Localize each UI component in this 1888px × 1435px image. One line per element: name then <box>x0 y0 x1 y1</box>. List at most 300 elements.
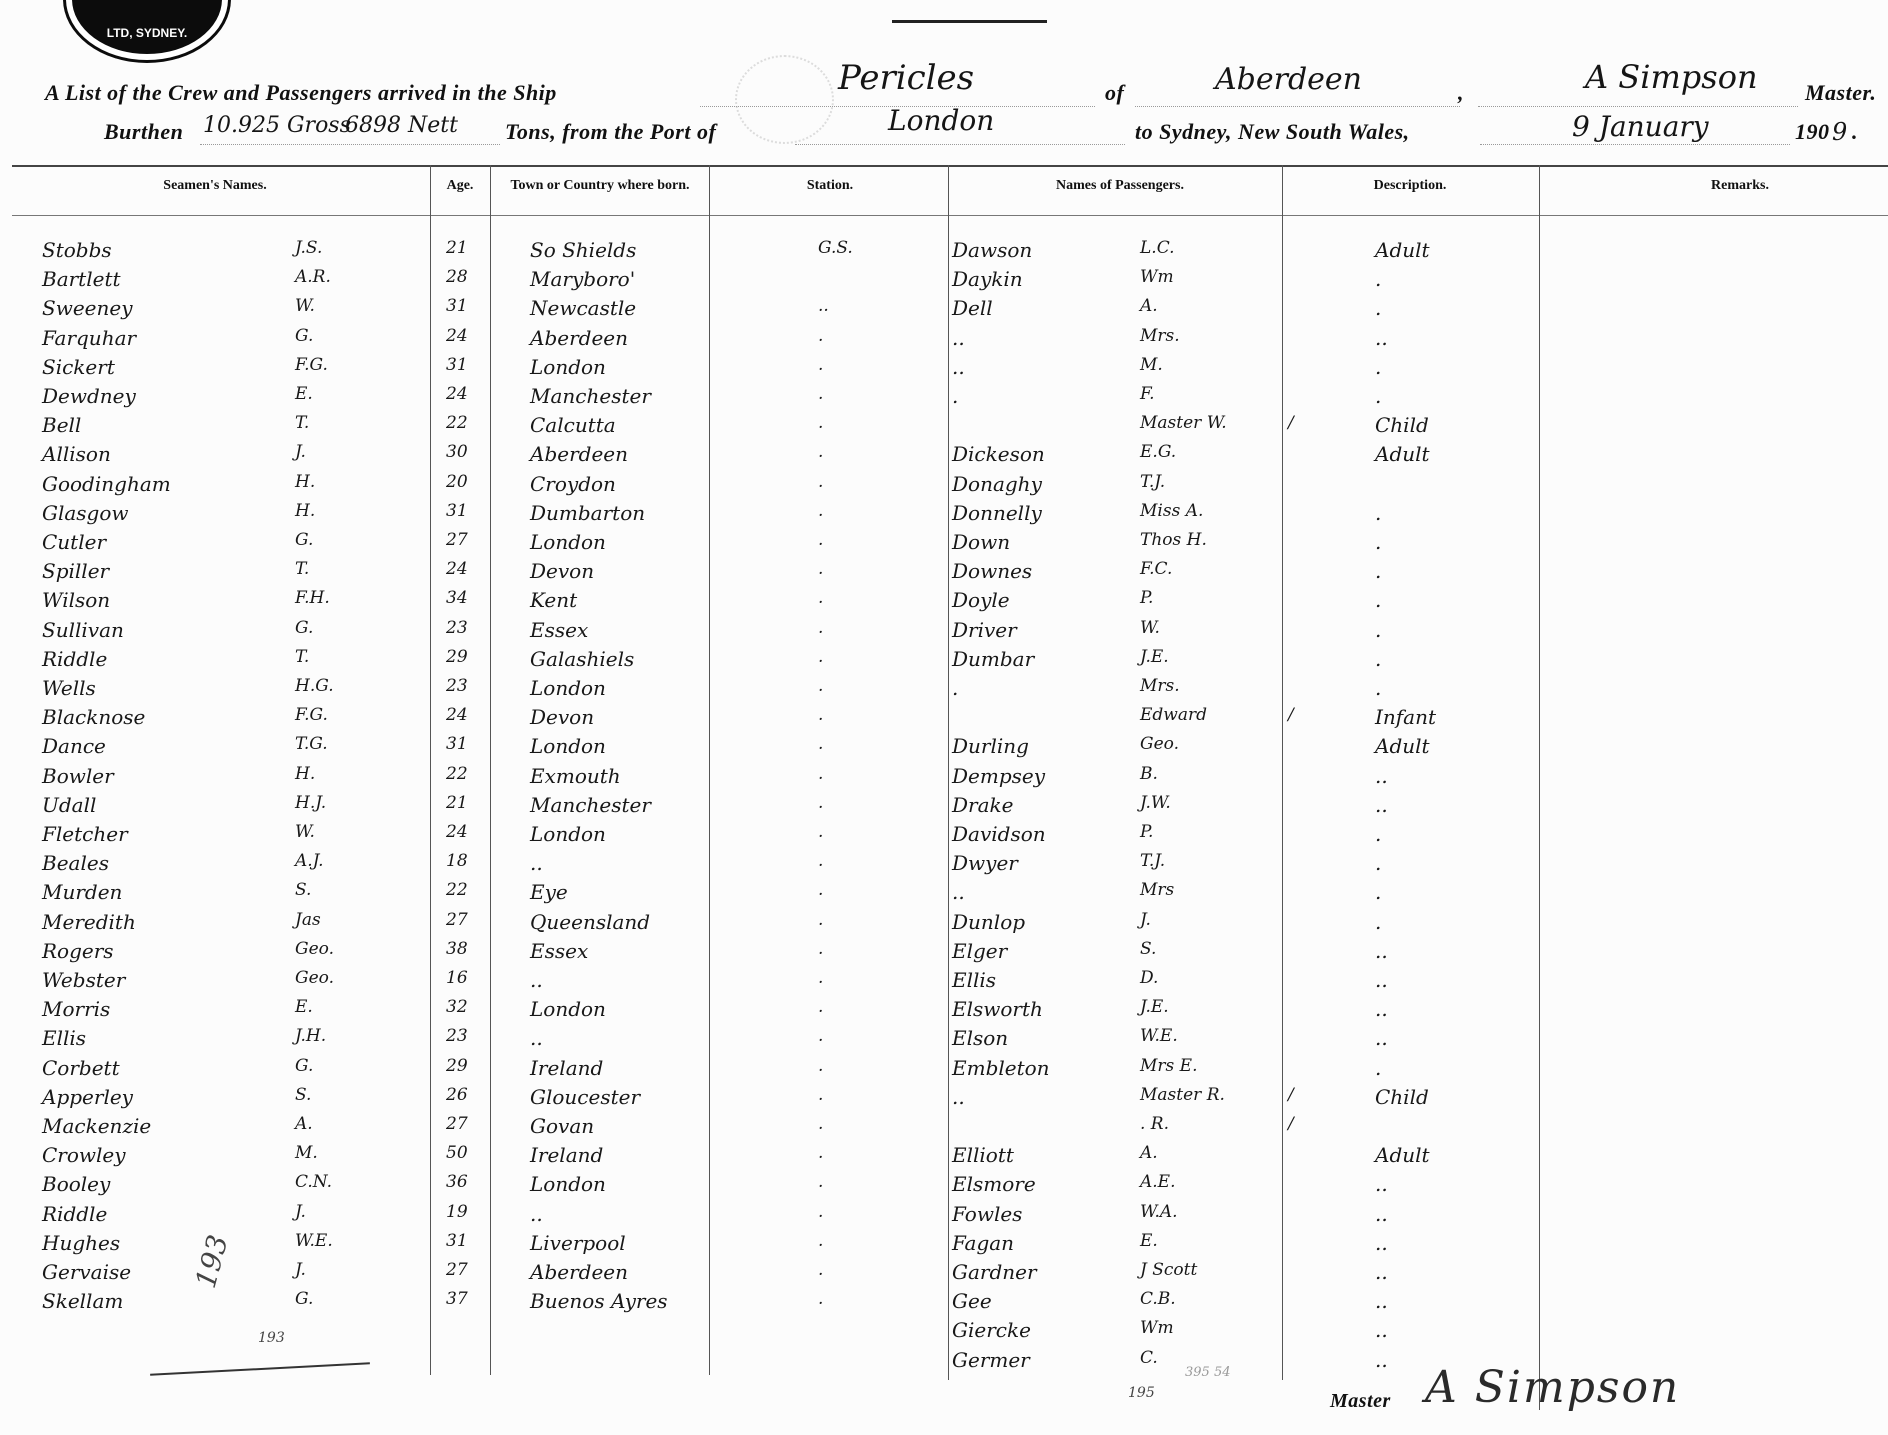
passenger-description: Adult <box>1375 442 1430 467</box>
crew-initials: F.G. <box>295 705 328 726</box>
passenger-surname: Elliott <box>952 1143 1014 1168</box>
crew-initials: T. <box>295 646 310 667</box>
col-divider-5 <box>1282 165 1283 1380</box>
crew-surname: Gervaise <box>42 1260 132 1284</box>
passenger-initials: F.C. <box>1140 559 1173 580</box>
crew-initials: F.H. <box>295 588 330 609</box>
crew-surname: Glasgow <box>42 500 129 525</box>
office-stamp <box>66 0 228 60</box>
crew-age: 27 <box>446 1260 468 1280</box>
crew-station: . <box>818 617 824 638</box>
crew-initials: G. <box>295 530 314 550</box>
passenger-initials: M. <box>1140 354 1163 375</box>
passenger-surname: Drake <box>952 792 1014 817</box>
passenger-surname: .. <box>952 354 965 379</box>
footer-master-label: Master <box>1330 1390 1391 1412</box>
year-written: 9 <box>1832 118 1848 146</box>
crew-station: . <box>818 734 824 755</box>
passenger-surname: Dunlop <box>952 909 1026 934</box>
crew-birthplace: Aberdeen <box>530 442 628 467</box>
crew-age: 23 <box>446 617 468 638</box>
crew-surname: Wilson <box>42 588 111 613</box>
crew-age: 27 <box>446 530 468 550</box>
crew-surname: Sullivan <box>42 617 124 642</box>
passenger-surname: Downes <box>952 559 1033 584</box>
crew-station: . <box>818 588 824 609</box>
crew-station: . <box>818 1289 824 1310</box>
crew-age: 24 <box>446 822 468 842</box>
crew-initials: C.N. <box>295 1172 332 1193</box>
crew-age: 16 <box>446 968 468 988</box>
passenger-description: .. <box>1375 1318 1388 1343</box>
crew-age: 21 <box>446 238 468 258</box>
passenger-initials: W.A. <box>1140 1201 1178 1222</box>
passenger-initials: L.C. <box>1140 238 1175 258</box>
crew-station: . <box>818 559 824 580</box>
passenger-tick-mark: / <box>1288 1114 1294 1134</box>
burthen-nett: 6898 Nett <box>345 113 458 138</box>
crew-initials: H. <box>295 763 316 784</box>
passenger-description: .. <box>1375 763 1388 788</box>
crew-initials: M. <box>295 1143 318 1164</box>
passenger-tick-mark: / <box>1288 1084 1294 1105</box>
crew-station: . <box>818 1172 824 1193</box>
crew-birthplace: Croydon <box>530 471 616 496</box>
crew-age: 20 <box>446 471 468 492</box>
passenger-initials: . R. <box>1140 1114 1170 1134</box>
passenger-surname: Doyle <box>952 588 1010 613</box>
crew-initials: Geo. <box>295 938 334 959</box>
crew-station: . <box>818 471 824 492</box>
passenger-surname: Dwyer <box>952 851 1018 876</box>
crew-birthplace: Essex <box>530 617 589 642</box>
crew-birthplace: London <box>530 822 606 846</box>
header-comma: , <box>1458 80 1464 105</box>
col-divider-6 <box>1539 165 1540 1410</box>
passenger-description: .. <box>1375 792 1388 817</box>
crew-birthplace: .. <box>530 851 543 876</box>
crew-initials: E. <box>295 997 313 1018</box>
passenger-initials: Wm <box>1140 267 1174 288</box>
stamp-text: LTD, SYDNEY. <box>106 26 188 40</box>
crew-surname: Morris <box>42 997 111 1022</box>
crew-age: 31 <box>446 354 468 375</box>
passenger-initials: J.E. <box>1140 646 1169 667</box>
passenger-description: . <box>1375 851 1382 876</box>
passenger-surname: Durling <box>952 734 1029 759</box>
crew-station: . <box>818 1055 824 1076</box>
passenger-initials: Mrs. <box>1140 676 1180 696</box>
crew-station: . <box>818 792 824 813</box>
passenger-description: . <box>1375 530 1382 554</box>
table-top-rule <box>12 165 1888 167</box>
col-passenger-names: Names of Passengers. <box>1056 178 1184 193</box>
crew-station: G.S. <box>818 238 853 258</box>
crew-surname: Apperley <box>42 1084 133 1109</box>
crew-age: 23 <box>446 1026 468 1047</box>
passenger-initials: J.W. <box>1140 792 1171 813</box>
crew-station: .. <box>818 296 829 317</box>
crew-initials: W. <box>295 822 315 842</box>
crew-initials: F.G. <box>295 354 328 375</box>
passenger-surname: Daykin <box>952 267 1023 292</box>
passenger-initials: Miss A. <box>1140 500 1204 521</box>
passenger-surname: Gee <box>952 1289 992 1314</box>
crew-age: 29 <box>446 1055 468 1076</box>
passenger-initials: Geo. <box>1140 734 1179 755</box>
registry-dots <box>1135 106 1460 107</box>
crew-initials: H. <box>295 471 316 492</box>
port-from: London <box>888 104 995 137</box>
master-signature: A Simpson <box>1425 1362 1681 1413</box>
passenger-initials: E.G. <box>1140 442 1177 463</box>
crew-age: 24 <box>446 559 468 580</box>
passenger-description: Adult <box>1375 1143 1430 1168</box>
passenger-description: .. <box>1375 1289 1388 1314</box>
crew-age: 38 <box>446 938 468 959</box>
passenger-description: .. <box>1375 1201 1388 1226</box>
passenger-surname: .. <box>952 1084 965 1109</box>
burthen-gross: 10.925 Gross <box>203 113 351 138</box>
passenger-initials: J.E. <box>1140 997 1169 1018</box>
passenger-initials: A. <box>1140 1143 1158 1164</box>
crew-birthplace: Eye <box>530 880 568 905</box>
crew-birthplace: Govan <box>530 1114 595 1138</box>
crew-birthplace: Ireland <box>530 1055 604 1080</box>
passenger-tick-mark: / <box>1288 705 1294 726</box>
crew-age: 24 <box>446 325 468 346</box>
passenger-initials: J Scott <box>1140 1260 1198 1280</box>
crew-surname: Sweeney <box>42 296 133 321</box>
crew-birthplace: Buenos Ayres <box>530 1289 668 1314</box>
crew-birthplace: Gloucester <box>530 1084 641 1109</box>
crew-initials: S. <box>295 1084 312 1105</box>
passenger-surname: Down <box>952 530 1011 554</box>
passenger-surname: Donnelly <box>952 500 1042 525</box>
crew-surname: Hughes <box>42 1230 121 1255</box>
crew-surname: Spiller <box>42 559 110 584</box>
crew-initials: A.R. <box>295 267 331 288</box>
crew-surname: Bartlett <box>42 267 121 292</box>
col-station: Station. <box>806 178 854 193</box>
crew-initials: J. <box>295 442 306 463</box>
crew-surname: Stobbs <box>42 238 112 262</box>
crew-station: . <box>818 384 824 404</box>
crew-birthplace: Exmouth <box>530 763 621 788</box>
passenger-description: Child <box>1375 413 1429 438</box>
crew-initials: T. <box>295 413 310 434</box>
passenger-surname: Elsmore <box>952 1172 1036 1197</box>
master-name: A Simpson <box>1585 58 1758 96</box>
passenger-description: Adult <box>1375 734 1430 759</box>
crew-surname: Beales <box>42 851 109 876</box>
crew-surname: Allison <box>42 442 111 467</box>
passenger-description: .. <box>1375 968 1388 992</box>
crew-initials: Jas <box>295 909 321 930</box>
passenger-initials: Mrs. <box>1140 325 1180 346</box>
faint-seal <box>735 55 834 144</box>
of-label: of <box>1105 80 1125 105</box>
passenger-surname: Embleton <box>952 1055 1050 1080</box>
col-divider-4 <box>948 165 949 1380</box>
crew-surname: Webster <box>42 968 126 992</box>
bottom-faint-note: 395 54 <box>1185 1365 1231 1380</box>
crew-station: . <box>818 500 824 521</box>
crew-surname: Riddle <box>42 646 108 671</box>
crew-age: 27 <box>446 909 468 930</box>
passenger-description: .. <box>1375 938 1388 963</box>
passenger-description: Adult <box>1375 238 1430 262</box>
passenger-initials: A. <box>1140 296 1158 317</box>
passenger-initials: C. <box>1140 1347 1158 1368</box>
passenger-initials: C.B. <box>1140 1289 1176 1310</box>
crew-surname: Corbett <box>42 1055 120 1080</box>
passenger-surname: Fowles <box>952 1201 1023 1226</box>
crew-station: . <box>818 676 824 696</box>
crew-initials: J. <box>295 1260 306 1280</box>
passenger-description: .. <box>1375 1172 1388 1197</box>
passenger-initials: T.J. <box>1140 851 1166 872</box>
crew-initials: G. <box>295 1055 314 1076</box>
crew-station: . <box>818 1026 824 1047</box>
crew-initials: Geo. <box>295 968 334 988</box>
crew-station: . <box>818 968 824 988</box>
crew-birthplace: Galashiels <box>530 646 635 671</box>
crew-birthplace: Kent <box>530 588 578 613</box>
crew-birthplace: Dumbarton <box>530 500 646 525</box>
crew-station: . <box>818 851 824 872</box>
crew-age: 21 <box>446 792 468 813</box>
passenger-description: . <box>1375 588 1382 613</box>
crew-birthplace: Queensland <box>530 909 651 934</box>
crew-station: . <box>818 822 824 842</box>
crew-birthplace: London <box>530 997 606 1022</box>
crew-age: 31 <box>446 734 468 755</box>
crew-age: 26 <box>446 1084 468 1105</box>
passenger-surname: Giercke <box>952 1318 1031 1343</box>
crew-initials: J.S. <box>295 238 323 258</box>
crew-station: . <box>818 880 824 901</box>
passenger-initials: P. <box>1140 588 1154 609</box>
passenger-description: . <box>1375 384 1382 408</box>
crew-surname: Bell <box>42 413 82 438</box>
crew-initials: G. <box>295 1289 314 1310</box>
crew-initials: A.J. <box>295 851 324 872</box>
crew-age: 28 <box>446 267 468 288</box>
crew-age: 30 <box>446 442 468 463</box>
crew-station: . <box>818 1201 824 1222</box>
crew-station: . <box>818 705 824 726</box>
passenger-surname: Dickeson <box>952 442 1045 467</box>
crew-age: 27 <box>446 1114 468 1134</box>
crew-birthplace: Liverpool <box>530 1230 626 1255</box>
passenger-description: . <box>1375 646 1382 671</box>
crew-station: . <box>818 413 824 434</box>
crew-birthplace: Manchester <box>530 792 651 817</box>
col-born: Town or Country where born. <box>510 178 690 193</box>
passenger-description: . <box>1375 822 1382 846</box>
crew-station: . <box>818 763 824 784</box>
passenger-surname: Fagan <box>952 1230 1015 1255</box>
passenger-description: . <box>1375 909 1382 934</box>
crew-initials: T.G. <box>295 734 328 755</box>
crew-initials: H.J. <box>295 792 327 813</box>
crew-birthplace: Newcastle <box>530 296 637 321</box>
crew-initials: S. <box>295 880 312 901</box>
crew-surname: Murden <box>42 880 123 905</box>
year-printed: 190 <box>1795 119 1830 144</box>
passenger-surname: . <box>952 384 959 408</box>
crew-initials: H.G. <box>295 676 334 696</box>
crew-surname: Blacknose <box>42 705 146 730</box>
crew-birthplace: Essex <box>530 938 589 963</box>
crew-surname: Goodingham <box>42 471 171 496</box>
passenger-initials: S. <box>1140 938 1157 959</box>
crew-birthplace: Aberdeen <box>530 1260 628 1284</box>
crew-birthplace: .. <box>530 1026 543 1051</box>
burthen-label: Burthen <box>104 119 184 144</box>
passenger-initials: A.E. <box>1140 1172 1176 1193</box>
passenger-initials: W.E. <box>1140 1026 1178 1047</box>
bottom-total-note: 193 <box>258 1330 285 1346</box>
crew-surname: Rogers <box>42 938 114 963</box>
crew-age: 24 <box>446 705 468 726</box>
crew-birthplace: London <box>530 734 606 759</box>
crew-initials: T. <box>295 559 310 580</box>
crew-initials: W. <box>295 296 315 317</box>
passenger-description: .. <box>1375 1026 1388 1051</box>
master-dots <box>1478 106 1798 107</box>
col-description: Description. <box>1373 178 1447 193</box>
crew-age: 23 <box>446 676 468 696</box>
col-divider-2 <box>490 165 491 1375</box>
crew-age: 22 <box>446 880 468 901</box>
passenger-initials: Master R. <box>1140 1084 1225 1105</box>
crew-age: 32 <box>446 997 468 1018</box>
crew-station: . <box>818 1260 824 1280</box>
passenger-surname: Dawson <box>952 238 1033 262</box>
passenger-description: .. <box>1375 1260 1388 1284</box>
crew-age: 36 <box>446 1172 468 1193</box>
crew-age: 34 <box>446 588 468 609</box>
burthen-dots <box>200 144 500 145</box>
to-sydney-label: to Sydney, New South Wales, <box>1135 119 1410 144</box>
passenger-surname: Dempsey <box>952 763 1046 788</box>
crew-age: 31 <box>446 500 468 521</box>
crew-station: . <box>818 1143 824 1164</box>
crew-surname: Meredith <box>42 909 136 934</box>
col-age: Age. <box>446 178 474 193</box>
crew-age: 50 <box>446 1143 468 1164</box>
crew-birthplace: Ireland <box>530 1143 604 1168</box>
crew-station: . <box>818 354 824 375</box>
passenger-description: . <box>1375 296 1382 321</box>
crew-station: . <box>818 938 824 959</box>
passenger-initials: Mrs <box>1140 880 1175 901</box>
crew-birthplace: Manchester <box>530 384 651 408</box>
port-from-dots <box>795 144 1125 145</box>
passenger-initials: E. <box>1140 1230 1158 1251</box>
crew-birthplace: London <box>530 1172 606 1197</box>
crew-birthplace: Devon <box>530 559 595 584</box>
crew-initials: G. <box>295 617 314 638</box>
margin-total-note: 193 <box>188 1231 235 1292</box>
crew-surname: Bowler <box>42 763 114 788</box>
crew-station: . <box>818 530 824 550</box>
passenger-description: . <box>1375 880 1382 905</box>
crew-surname: Udall <box>42 792 97 817</box>
header-rule <box>892 20 1047 23</box>
crew-age: 22 <box>446 763 468 784</box>
passenger-initials: F. <box>1140 384 1155 404</box>
crew-birthplace: .. <box>530 968 543 992</box>
crew-age: 31 <box>446 1230 468 1251</box>
crew-station: . <box>818 1230 824 1251</box>
passenger-initials: P. <box>1140 822 1154 842</box>
crew-age: 24 <box>446 384 468 404</box>
passenger-description: . <box>1375 267 1382 292</box>
passenger-description: . <box>1375 676 1382 700</box>
passenger-surname: Dumbar <box>952 646 1035 671</box>
passenger-description: Infant <box>1375 705 1437 730</box>
passenger-initials: Edward <box>1140 705 1207 726</box>
crew-initials: J. <box>295 1201 306 1222</box>
passenger-surname: .. <box>952 880 965 905</box>
crew-station: . <box>818 909 824 930</box>
crew-birthplace: Devon <box>530 705 595 730</box>
passenger-surname: .. <box>952 325 965 350</box>
crew-birthplace: London <box>530 676 606 700</box>
passenger-description: .. <box>1375 325 1388 350</box>
passenger-surname: Elsworth <box>952 997 1043 1022</box>
crew-station: . <box>818 442 824 463</box>
port-of-registry: Aberdeen <box>1215 62 1362 97</box>
crew-birthplace: .. <box>530 1201 543 1226</box>
passenger-surname: . <box>952 676 959 700</box>
passenger-description: .. <box>1375 1347 1388 1372</box>
passenger-surname: Driver <box>952 617 1017 642</box>
crew-station: . <box>818 1084 824 1105</box>
ship-name: Pericles <box>838 58 975 98</box>
passenger-initials: Thos H. <box>1140 530 1207 550</box>
passenger-description: .. <box>1375 997 1388 1022</box>
passenger-initials: W. <box>1140 617 1160 638</box>
passenger-initials: Mrs E. <box>1140 1055 1198 1076</box>
passenger-initials: Master W. <box>1140 413 1227 434</box>
crew-surname: Fletcher <box>42 822 128 846</box>
passenger-initials: B. <box>1140 763 1158 784</box>
date-dots <box>1480 144 1790 145</box>
crew-birthplace: Calcutta <box>530 413 616 438</box>
crew-surname: Farquhar <box>42 325 137 350</box>
crew-age: 18 <box>446 851 468 872</box>
passenger-surname: Dell <box>952 296 993 321</box>
passenger-surname: Donaghy <box>952 471 1042 496</box>
crew-initials: E. <box>295 384 313 404</box>
passenger-surname: Germer <box>952 1347 1030 1372</box>
passenger-description: . <box>1375 617 1382 642</box>
crew-surname: Crowley <box>42 1143 126 1168</box>
crew-station: . <box>818 646 824 667</box>
passenger-description: . <box>1375 1055 1382 1080</box>
passenger-description: Child <box>1375 1084 1429 1109</box>
passenger-description: . <box>1375 354 1382 379</box>
year-period: . <box>1852 119 1858 144</box>
crew-initials: G. <box>295 325 314 346</box>
crew-surname: Riddle <box>42 1201 108 1226</box>
crew-birthplace: Aberdeen <box>530 325 628 350</box>
master-label: Master. <box>1805 80 1877 105</box>
